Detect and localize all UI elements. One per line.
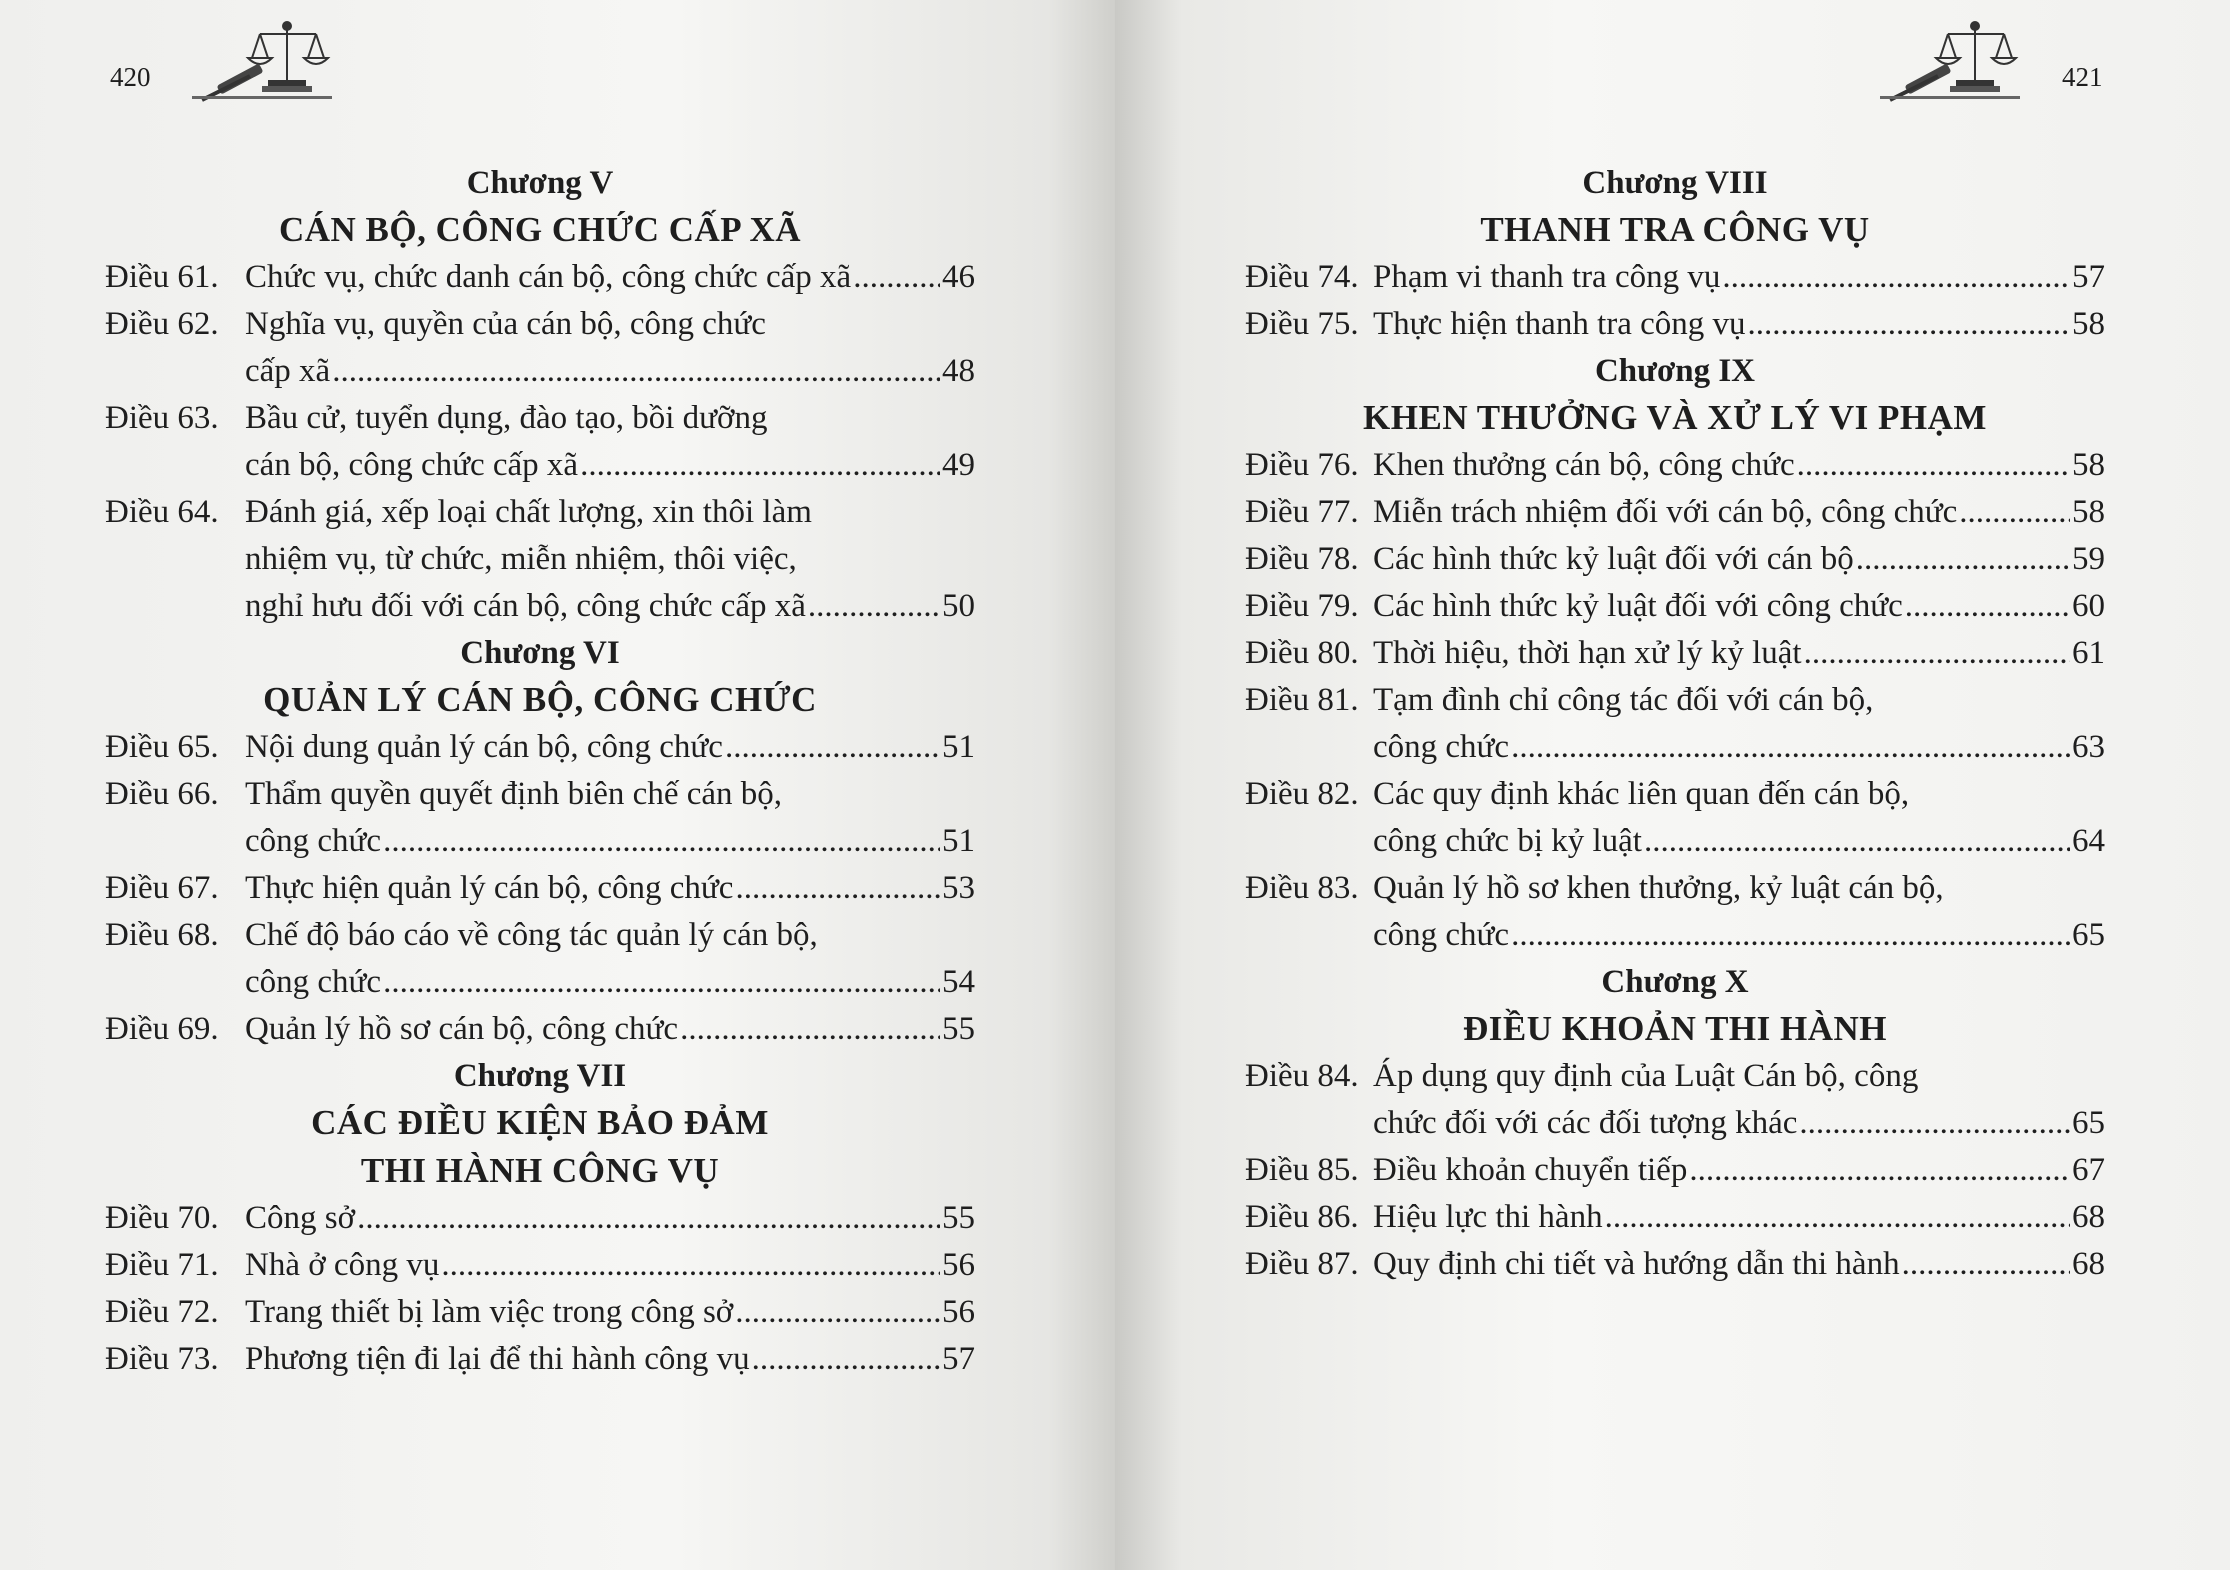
- article-number: Điều 61.: [105, 259, 219, 295]
- article-text: Các hình thức kỷ luật đối với cán bộ: [1373, 541, 1854, 577]
- article-title-line: [245, 301, 975, 348]
- article-title: [1373, 865, 2105, 959]
- chapter-title: CÁC ĐIỀU KIỆN BẢO ĐẢM: [311, 1103, 769, 1142]
- toc-entry: [105, 912, 975, 1006]
- article-text: Điều khoản chuyển tiếp: [1373, 1152, 1688, 1188]
- article-text: Áp dụng quy định của Luật Cán bộ, công: [1373, 1058, 1919, 1094]
- dot-leader: [1511, 912, 2070, 959]
- toc-entry: [1245, 865, 2105, 959]
- article-title-line: [245, 912, 975, 959]
- page-ref: 68: [2072, 1246, 2105, 1282]
- article-title-line: [1373, 818, 2105, 865]
- toc-entry: [1245, 1194, 2105, 1241]
- article-text: Quản lý hồ sơ cán bộ, công chức: [245, 1011, 679, 1047]
- toc-entry: [1245, 301, 2105, 348]
- article-title: [1373, 442, 2105, 489]
- article-title: [245, 254, 975, 301]
- article-title-line: [245, 959, 975, 1006]
- article-text: Nội dung quản lý cán bộ, công chức: [245, 729, 723, 765]
- article-title-line: [1373, 724, 2105, 771]
- page-ref: 58: [2072, 447, 2105, 483]
- article-text: Khen thưởng cán bộ, công chức: [1373, 447, 1795, 483]
- dot-leader: [441, 1242, 940, 1289]
- chapter-title: THI HÀNH CÔNG VỤ: [360, 1151, 720, 1190]
- article-number: Điều 62.: [105, 306, 219, 342]
- article-number: Điều 70.: [105, 1200, 219, 1236]
- article-title: [1373, 254, 2105, 301]
- article-title: [245, 301, 975, 395]
- article-text: công chức: [245, 823, 382, 859]
- article-text: Các hình thức kỷ luật đối với công chức: [1373, 588, 1903, 624]
- toc-entry: [105, 724, 975, 771]
- dot-leader: [1905, 583, 2070, 630]
- article-text: Thời hiệu, thời hạn xử lý kỷ luật: [1373, 635, 1802, 671]
- article-number: Điều 67.: [105, 870, 219, 906]
- article-title: [1373, 489, 2105, 536]
- article-number: Điều 77.: [1245, 494, 1359, 530]
- article-title-line: [1373, 583, 2105, 630]
- article-number: Điều 68.: [105, 917, 219, 953]
- dot-leader: [1511, 724, 2070, 771]
- article-text: Quản lý hồ sơ khen thưởng, kỷ luật cán bộ,: [1373, 870, 1944, 906]
- article-title-line: [245, 1289, 975, 1336]
- article-text: Tạm đình chỉ công tác đối với cán bộ,: [1373, 682, 1874, 718]
- toc-entry: [105, 1336, 975, 1383]
- page-ref: 65: [2072, 1105, 2105, 1141]
- article-text: Thực hiện thanh tra công vụ: [1373, 306, 1746, 342]
- article-title: [1373, 1194, 2105, 1241]
- article-text: công chức: [1373, 917, 1510, 953]
- article-title-line: [245, 536, 975, 583]
- dot-leader: [1959, 489, 2070, 536]
- toc-entry: [1245, 771, 2105, 865]
- article-number: Điều 81.: [1245, 682, 1359, 718]
- page-ref: 46: [942, 259, 975, 295]
- article-title-line: [1373, 865, 2105, 912]
- article-title-line: [1373, 912, 2105, 959]
- dot-leader: [580, 442, 940, 489]
- article-text: Trang thiết bị làm việc trong công sở: [245, 1294, 734, 1330]
- chapter-heading: Chương VII: [453, 1058, 627, 1094]
- article-title-line: [1373, 489, 2105, 536]
- dot-leader: [725, 724, 940, 771]
- article-title: [1373, 677, 2105, 771]
- article-number: Điều 78.: [1245, 541, 1359, 577]
- dot-leader: [735, 1289, 940, 1336]
- article-title: [245, 489, 975, 630]
- dot-leader: [1605, 1194, 2070, 1241]
- dot-leader: [1797, 442, 2070, 489]
- dot-leader: [853, 254, 940, 301]
- justice-scale-gavel-icon: [192, 18, 342, 104]
- chapter-heading: Chương VIII: [1582, 165, 1768, 201]
- article-text: cán bộ, công chức cấp xã: [245, 447, 579, 483]
- article-title-line: [245, 818, 975, 865]
- article-number: Điều 83.: [1245, 870, 1359, 906]
- article-title: [1373, 583, 2105, 630]
- article-title-line: [1373, 677, 2105, 724]
- dot-leader: [1644, 818, 2070, 865]
- page-ref: 63: [2072, 729, 2105, 765]
- toc-entry: [105, 1195, 975, 1242]
- article-title: [1373, 1241, 2105, 1288]
- article-title: [245, 395, 975, 489]
- article-title-line: [245, 1195, 975, 1242]
- toc-entry: [1245, 583, 2105, 630]
- article-text: Bầu cử, tuyển dụng, đào tạo, bồi dưỡng: [245, 400, 768, 436]
- article-title: [1373, 536, 2105, 583]
- dot-leader: [752, 1336, 940, 1383]
- article-number: Điều 71.: [105, 1247, 219, 1283]
- article-title: [245, 1195, 975, 1242]
- page-ref: 51: [942, 729, 975, 765]
- dot-leader: [1689, 1147, 2070, 1194]
- article-number: Điều 66.: [105, 776, 219, 812]
- article-text: cấp xã: [245, 353, 331, 389]
- toc-entry: [1245, 254, 2105, 301]
- article-title: [245, 865, 975, 912]
- page-ref: 58: [2072, 306, 2105, 342]
- article-title-line: [245, 1242, 975, 1289]
- page-number: 421: [2062, 62, 2103, 92]
- article-text: Chế độ báo cáo về công tác quản lý cán bộ,: [245, 917, 818, 953]
- article-number: Điều 76.: [1245, 447, 1359, 483]
- article-number: Điều 64.: [105, 494, 219, 530]
- dot-leader: [680, 1006, 940, 1053]
- chapter-heading: Chương V: [466, 165, 614, 201]
- article-title-line: [245, 771, 975, 818]
- article-title-line: [245, 865, 975, 912]
- article-title-line: [245, 395, 975, 442]
- page-ref: 54: [942, 964, 975, 1000]
- page-ref: 55: [942, 1200, 975, 1236]
- article-text: Quy định chi tiết và hướng dẫn thi hành: [1373, 1246, 1900, 1282]
- page-ref: 49: [942, 447, 975, 483]
- article-title-line: [1373, 1194, 2105, 1241]
- page-ref: 67: [2072, 1152, 2105, 1188]
- toc-entry: [1245, 536, 2105, 583]
- article-number: Điều 87.: [1245, 1246, 1359, 1282]
- article-number: Điều 84.: [1245, 1058, 1359, 1094]
- page-number: 420: [110, 62, 151, 92]
- dot-leader: [808, 583, 940, 630]
- article-title-line: [245, 489, 975, 536]
- article-title: [1373, 630, 2105, 677]
- article-title-line: [245, 583, 975, 630]
- chapter-title: KHEN THƯỞNG VÀ XỬ LÝ VI PHẠM: [1363, 398, 1987, 437]
- article-text: Chức vụ, chức danh cán bộ, công chức cấp xã: [245, 259, 852, 295]
- article-title-line: [245, 442, 975, 489]
- article-text: công chức: [1373, 729, 1510, 765]
- page-ref: 64: [2072, 823, 2105, 859]
- article-text: Thực hiện quản lý cán bộ, công chức: [245, 870, 734, 906]
- page-ref: 48: [942, 353, 975, 389]
- page-ref: 60: [2072, 588, 2105, 624]
- dot-leader: [383, 959, 940, 1006]
- dot-leader: [383, 818, 940, 865]
- chapter-title: THANH TRA CÔNG VỤ: [1480, 210, 1870, 249]
- article-number: Điều 74.: [1245, 259, 1359, 295]
- dot-leader: [1856, 536, 2070, 583]
- chapter-heading: Chương VI: [460, 635, 620, 671]
- article-title-line: [245, 724, 975, 771]
- article-title: [245, 912, 975, 1006]
- article-text: Thẩm quyền quyết định biên chế cán bộ,: [245, 776, 783, 812]
- article-text: Nhà ở công vụ: [245, 1247, 440, 1283]
- page-ref: 58: [2072, 494, 2105, 530]
- article-title: [245, 1242, 975, 1289]
- toc-entry: [1245, 630, 2105, 677]
- article-number: Điều 72.: [105, 1294, 219, 1330]
- article-text: Đánh giá, xếp loại chất lượng, xin thôi làm: [245, 494, 812, 530]
- article-text: nghỉ hưu đối với cán bộ, công chức cấp xã: [245, 588, 806, 624]
- chapter-heading: Chương IX: [1594, 353, 1756, 389]
- page-ref: 61: [2072, 635, 2105, 671]
- article-title-line: [1373, 1053, 2105, 1100]
- article-title-line: [1373, 442, 2105, 489]
- dot-leader: [1799, 1100, 2070, 1147]
- table-of-contents-left: [105, 160, 975, 1383]
- article-title-line: [245, 1336, 975, 1383]
- article-text: Hiệu lực thi hành: [1373, 1199, 1603, 1235]
- page-ref: 56: [942, 1247, 975, 1283]
- toc-entry: [105, 865, 975, 912]
- toc-entry: [1245, 442, 2105, 489]
- article-number: Điều 63.: [105, 400, 219, 436]
- toc-entry: [1245, 1053, 2105, 1147]
- article-title-line: [1373, 630, 2105, 677]
- article-number: Điều 73.: [105, 1341, 219, 1377]
- page-ref: 59: [2072, 541, 2105, 577]
- article-title: [245, 1289, 975, 1336]
- page-ref: 56: [942, 1294, 975, 1330]
- dot-leader: [332, 348, 940, 395]
- toc-entry: [1245, 1241, 2105, 1288]
- article-title: [1373, 1147, 2105, 1194]
- article-text: chức đối với các đối tượng khác: [1373, 1105, 1798, 1141]
- article-title-line: [1373, 536, 2105, 583]
- article-title-line: [1373, 1241, 2105, 1288]
- article-title-line: [245, 348, 975, 395]
- article-text: Miễn trách nhiệm đối với cán bộ, công chức: [1373, 494, 1958, 530]
- dot-leader: [1902, 1241, 2070, 1288]
- dot-leader: [357, 1195, 940, 1242]
- article-text: Các quy định khác liên quan đến cán bộ,: [1373, 776, 1910, 812]
- article-title-line: [1373, 1147, 2105, 1194]
- article-title: [245, 771, 975, 865]
- article-text: công chức bị kỷ luật: [1373, 823, 1642, 859]
- article-title-line: [1373, 771, 2105, 818]
- article-title: [1373, 1053, 2105, 1147]
- article-text: Công sở: [245, 1200, 356, 1236]
- page-ref: 57: [942, 1341, 975, 1377]
- toc-entry: [105, 489, 975, 630]
- article-text: Phạm vi thanh tra công vụ: [1373, 259, 1721, 295]
- article-title-line: [245, 1006, 975, 1053]
- article-title: [245, 1336, 975, 1383]
- article-number: Điều 86.: [1245, 1199, 1359, 1235]
- article-title: [1373, 301, 2105, 348]
- chapter-heading: Chương X: [1601, 964, 1749, 1000]
- article-text: nhiệm vụ, từ chức, miễn nhiệm, thôi việc,: [245, 541, 797, 577]
- toc-entry: [1245, 489, 2105, 536]
- article-number: Điều 82.: [1245, 776, 1359, 812]
- dot-leader: [1748, 301, 2070, 348]
- dot-leader: [1804, 630, 2070, 677]
- article-number: Điều 75.: [1245, 306, 1359, 342]
- chapter-title: QUẢN LÝ CÁN BỘ, CÔNG CHỨC: [263, 680, 817, 719]
- toc-entry: [105, 395, 975, 489]
- toc-entry: [1245, 677, 2105, 771]
- chapter-title: CÁN BỘ, CÔNG CHỨC CẤP XÃ: [278, 210, 802, 249]
- article-number: Điều 85.: [1245, 1152, 1359, 1188]
- article-title-line: [1373, 254, 2105, 301]
- page-ref: 68: [2072, 1199, 2105, 1235]
- right-page: [1115, 0, 2230, 1570]
- article-number: Điều 65.: [105, 729, 219, 765]
- article-text: Phương tiện đi lại để thi hành công vụ: [245, 1341, 750, 1377]
- article-title-line: [1373, 1100, 2105, 1147]
- article-title: [245, 1006, 975, 1053]
- article-title-line: [245, 254, 975, 301]
- article-number: Điều 80.: [1245, 635, 1359, 671]
- page-ref: 50: [942, 588, 975, 624]
- page-ref: 51: [942, 823, 975, 859]
- chapter-title: ĐIỀU KHOẢN THI HÀNH: [1462, 1009, 1888, 1048]
- dot-leader: [735, 865, 940, 912]
- page-ref: 65: [2072, 917, 2105, 953]
- article-title: [245, 724, 975, 771]
- toc-entry: [1245, 1147, 2105, 1194]
- dot-leader: [1722, 254, 2070, 301]
- page-ref: 53: [942, 870, 975, 906]
- article-title-line: [1373, 301, 2105, 348]
- toc-entry: [105, 1289, 975, 1336]
- toc-entry: [105, 301, 975, 395]
- article-text: công chức: [245, 964, 382, 1000]
- article-text: Nghĩa vụ, quyền của cán bộ, công chức: [245, 306, 766, 342]
- toc-entry: [105, 771, 975, 865]
- toc-entry: [105, 1242, 975, 1289]
- page-ref: 57: [2072, 259, 2105, 295]
- justice-scale-gavel-icon: [1880, 18, 2030, 104]
- toc-entry: [105, 254, 975, 301]
- article-number: Điều 69.: [105, 1011, 219, 1047]
- article-number: Điều 79.: [1245, 588, 1359, 624]
- article-title: [1373, 771, 2105, 865]
- page-ref: 55: [942, 1011, 975, 1047]
- toc-entry: [105, 1006, 975, 1053]
- table-of-contents-right: [1245, 160, 2105, 1288]
